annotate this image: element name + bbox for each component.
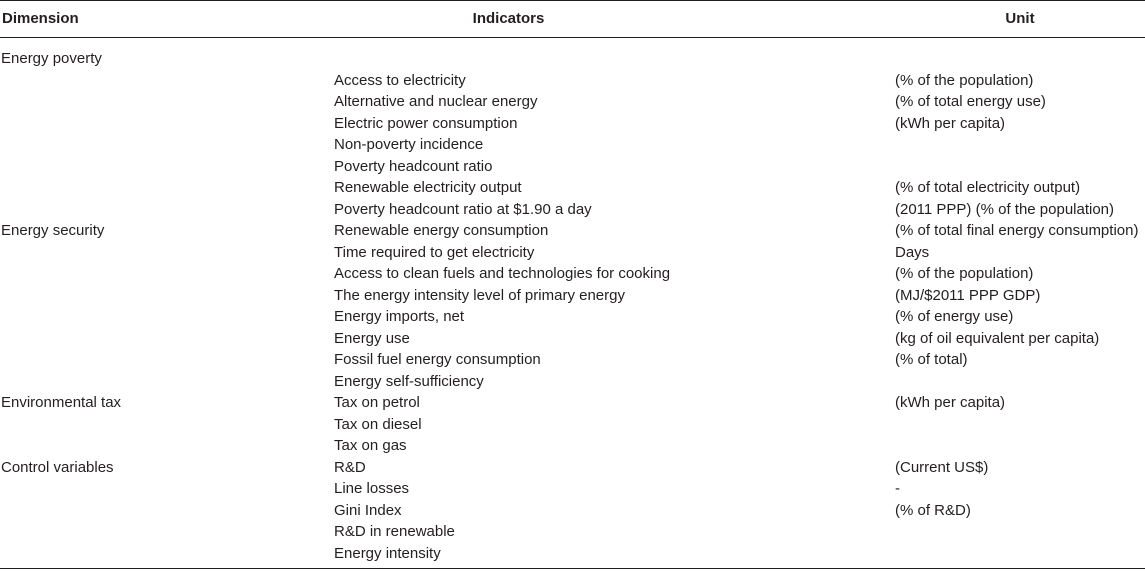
- cell-indicator: Electric power consumption: [334, 114, 518, 132]
- cell-unit: (% of energy use): [895, 308, 1014, 325]
- table-row: [0, 70, 1145, 92]
- table-row: [0, 220, 1145, 242]
- cell-dimension: Energy poverty: [1, 50, 102, 67]
- header-unit: Unit: [1005, 10, 1035, 27]
- table-row: [0, 113, 1145, 135]
- cell-dimension: Control variables: [1, 458, 114, 476]
- cell-unit: (% of total energy use): [895, 93, 1046, 110]
- cell-dimension: Energy security: [1, 222, 105, 239]
- cell-unit: (MJ/$2011 PPP GDP): [895, 286, 1041, 304]
- cell-unit: (% of the population): [895, 265, 1034, 282]
- cell-indicator: Renewable electricity output: [334, 179, 522, 196]
- table-row: [0, 156, 1145, 178]
- table-header-rule: [0, 37, 1145, 38]
- cell-indicator: Renewable energy consumption: [334, 222, 549, 239]
- table-bottom-rule: [0, 568, 1145, 569]
- table-row: [0, 177, 1145, 199]
- cell-indicator: Fossil fuel energy consumption: [334, 351, 541, 368]
- cell-indicator: Energy imports, net: [334, 308, 465, 325]
- cell-indicator: Gini Index: [334, 501, 402, 519]
- table-row: [0, 285, 1145, 307]
- table-row: [0, 349, 1145, 371]
- cell-indicator: The energy intensity level of primary energy: [334, 286, 625, 304]
- table-row: [0, 414, 1145, 436]
- cell-indicator: Energy intensity: [334, 544, 441, 562]
- table-body: [0, 48, 1145, 564]
- table-row: [0, 500, 1145, 522]
- cell-indicator: R&D: [334, 458, 366, 476]
- cell-unit: (kWh per capita): [895, 394, 1006, 411]
- cell-indicator: Poverty headcount ratio at $1.90 a day: [334, 200, 592, 218]
- cell-indicator: Tax on petrol: [334, 394, 420, 411]
- table-header-row: [0, 0, 1145, 37]
- cell-unit: -: [895, 480, 900, 497]
- cell-indicator: R&D in renewable: [334, 523, 455, 540]
- table-row: [0, 263, 1145, 285]
- cell-unit: (% of total): [895, 351, 968, 368]
- cell-indicator: Time required to get electricity: [334, 243, 535, 261]
- table-row: [0, 306, 1145, 328]
- table-row: [0, 134, 1145, 156]
- cell-unit: (kg of oil equivalent per capita): [895, 329, 1100, 347]
- table-row: [0, 478, 1145, 500]
- table-row: [0, 371, 1145, 393]
- table-row: [0, 435, 1145, 457]
- table-row: [0, 199, 1145, 221]
- cell-indicator: Line losses: [334, 480, 410, 497]
- table-row: [0, 242, 1145, 264]
- cell-indicator: Tax on gas: [334, 437, 407, 454]
- cell-indicator: Poverty headcount ratio: [334, 157, 493, 175]
- cell-unit: (kWh per capita): [895, 114, 1006, 132]
- table-row: [0, 328, 1145, 350]
- cell-unit: (% of total final energy consumption): [895, 222, 1139, 239]
- cell-dimension: Environmental tax: [1, 394, 122, 411]
- cell-unit: (Current US$): [895, 458, 989, 476]
- header-dimension: Dimension: [2, 10, 79, 27]
- cell-indicator: Access to electricity: [334, 71, 466, 89]
- table-row: [0, 521, 1145, 543]
- table-row: [0, 91, 1145, 113]
- cell-unit: Days: [895, 243, 930, 261]
- cell-indicator: Tax on diesel: [334, 415, 422, 433]
- cell-indicator: Access to clean fuels and technologies for cooking: [334, 265, 671, 282]
- header-indicators: Indicators: [472, 10, 545, 27]
- cell-indicator: Energy use: [334, 329, 410, 347]
- table-row: [0, 392, 1145, 414]
- cell-indicator: Energy self-sufficiency: [334, 372, 484, 390]
- table-row: [0, 543, 1145, 565]
- cell-unit: (% of total electricity output): [895, 179, 1081, 196]
- cell-indicator: Non-poverty incidence: [334, 136, 484, 153]
- cell-unit: (2011 PPP) (% of the population): [895, 200, 1115, 218]
- cell-indicator: Alternative and nuclear energy: [334, 93, 538, 110]
- cell-unit: (% of R&D): [895, 501, 971, 519]
- table-row: [0, 48, 1145, 70]
- cell-unit: (% of the population): [895, 71, 1034, 89]
- table-row: [0, 457, 1145, 479]
